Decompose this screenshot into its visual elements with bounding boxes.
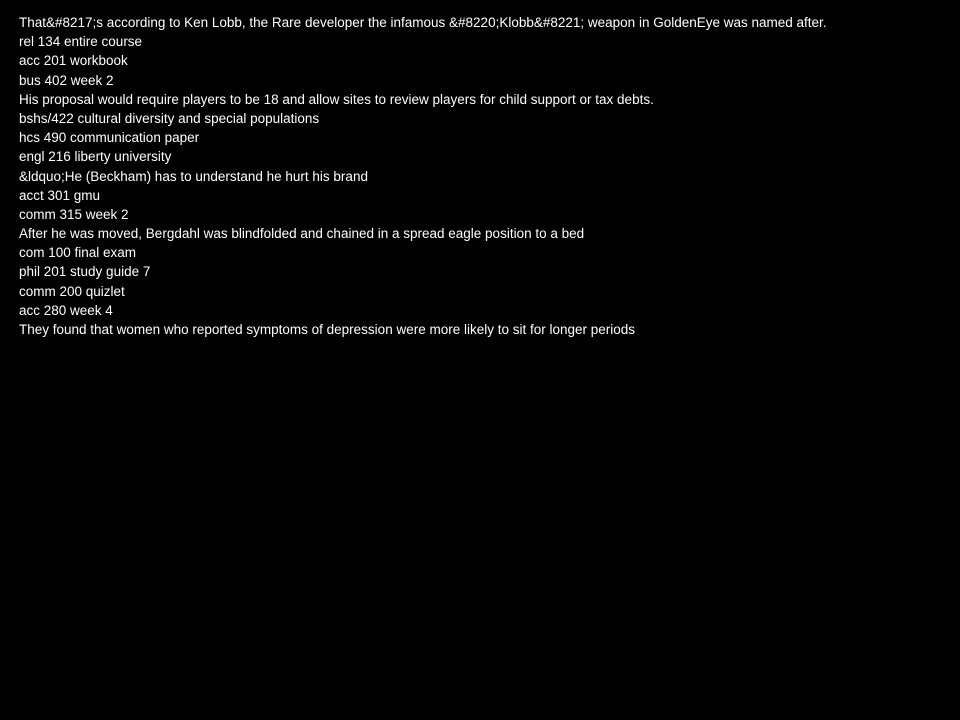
text-line-3: acc 201 workbook <box>19 53 128 69</box>
text-line-9: &ldquo;He (Beckham) has to understand he hurt his brand <box>19 168 368 184</box>
text-line-1: That&#8217;s according to Ken Lobb, the Rare developer the infamous &#8220;Klobb&#8221; weapon in GoldenEye was named after. <box>19 15 827 30</box>
text-line-13: com 100 final exam <box>19 245 137 261</box>
text-line-5: His proposal would require players to be 18 and allow sites to review players for child support or tax debts. <box>19 91 654 107</box>
text-block <box>19 13 944 339</box>
text-line-10: acct 301 gmu <box>19 187 101 203</box>
text-line-6: bshs/422 cultural diversity and special populations <box>19 110 320 126</box>
text-line-12: After he was moved, Bergdahl was blindfolded and chained in a spread eagle position to a bed <box>19 226 585 242</box>
text-line-4: bus 402 week 2 <box>19 72 114 88</box>
text-line-17: They found that women who reported symptoms of depression were more likely to sit for longer periods <box>19 322 636 337</box>
text-line-8: engl 216 liberty university <box>19 149 172 165</box>
text-line-7: hcs 490 communication paper <box>19 130 200 146</box>
text-line-14: phil 201 study guide 7 <box>19 264 151 280</box>
text-line-11: comm 315 week 2 <box>19 206 129 222</box>
text-line-2: rel 134 entire course <box>19 34 143 50</box>
text-line-16: acc 280 week 4 <box>19 302 113 318</box>
text-line-15: comm 200 quizlet <box>19 283 125 299</box>
